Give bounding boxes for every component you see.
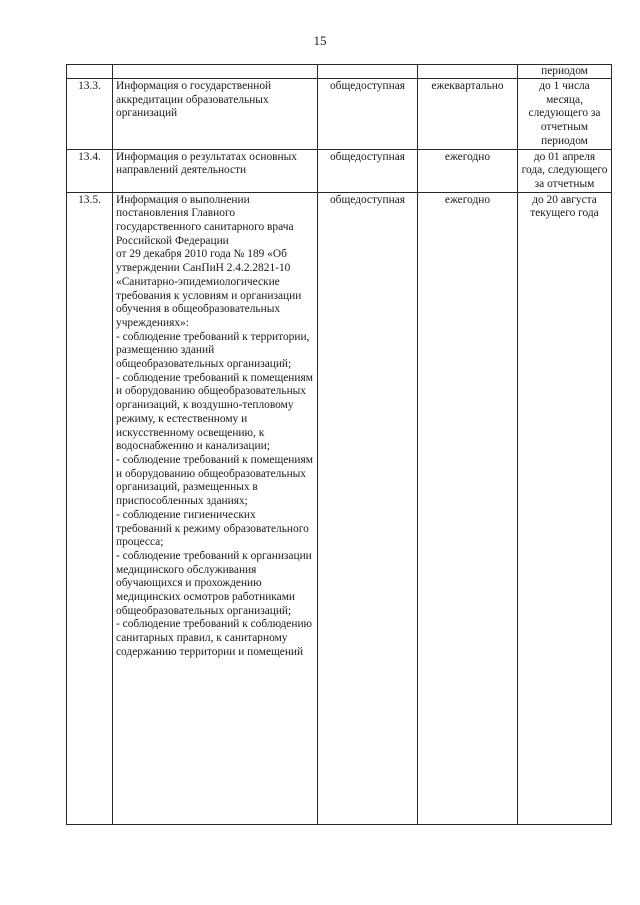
- cell-number: 13.5.: [67, 192, 113, 824]
- cell-access: общедоступная: [318, 149, 418, 192]
- description-text: Информация о выполнении постановления Главного государственного санитарного врача Российской Федерации от 29 декабря 2010 года № 189 «Об утверждении СанПиН 2.4.2.2821-10 «Санитарно-эпидемиологические требования к условиям и организации обучения в общеобразовательных учреждениях»: - соблюдение требований к территории, размещению зданий общеобразовательных организаций; - соблюдение требований к помещениям и оборудованию общеобразовательных организаций, к воздушно-тепловому режиму, к естественному и искусственному освещению, к водоснабжению и канализации; - соблюдение требований к помещениям и оборудованию общеобразовательных организаций, размещенных в приспособленных зданиях; - соблюдение гигиенических требований к режиму образовательного процесса; - соблюдение требований к организации медицинского обслуживания обучающихся и прохождению медицинских осмотров работниками общеобразовательных организаций; - соблюдение требований к соблюдению санитарных правил, к санитарному содержанию территории и помещений: [116, 193, 313, 658]
- cell-description: [113, 192, 318, 824]
- cell-empty: [318, 65, 418, 79]
- information-table: [66, 64, 612, 825]
- table-row: [67, 192, 612, 824]
- cell-deadline: до 20 августа текущего года: [518, 192, 612, 824]
- cell-number: 13.4.: [67, 149, 113, 192]
- cell-empty: [418, 65, 518, 79]
- page-number: 15: [313, 33, 327, 48]
- table-row: [67, 149, 612, 192]
- cell-empty: [67, 65, 113, 79]
- table-row-continuation: [67, 65, 612, 79]
- cell-access: общедоступная: [318, 192, 418, 824]
- cell-deadline: до 1 числа месяца, следующего за отчетным периодом: [518, 79, 612, 150]
- cell-description: [113, 79, 318, 150]
- cell-description: [113, 149, 318, 192]
- cell-periodicity: ежегодно: [418, 149, 518, 192]
- cell-access: общедоступная: [318, 79, 418, 150]
- cell-periodicity: ежеквартально: [418, 79, 518, 150]
- description-text: Информация о результатах основных направлений деятельности: [116, 150, 297, 177]
- cell-deadline: до 01 апреля года, следующего за отчетным: [518, 149, 612, 192]
- cell-periodicity: ежегодно: [418, 192, 518, 824]
- cell-continuation-text: периодом: [518, 65, 612, 79]
- description-text: Информация о государственной аккредитации образовательных организаций: [116, 80, 272, 120]
- cell-number: 13.3.: [67, 79, 113, 150]
- table-row: [67, 79, 612, 150]
- cell-empty: [113, 65, 318, 79]
